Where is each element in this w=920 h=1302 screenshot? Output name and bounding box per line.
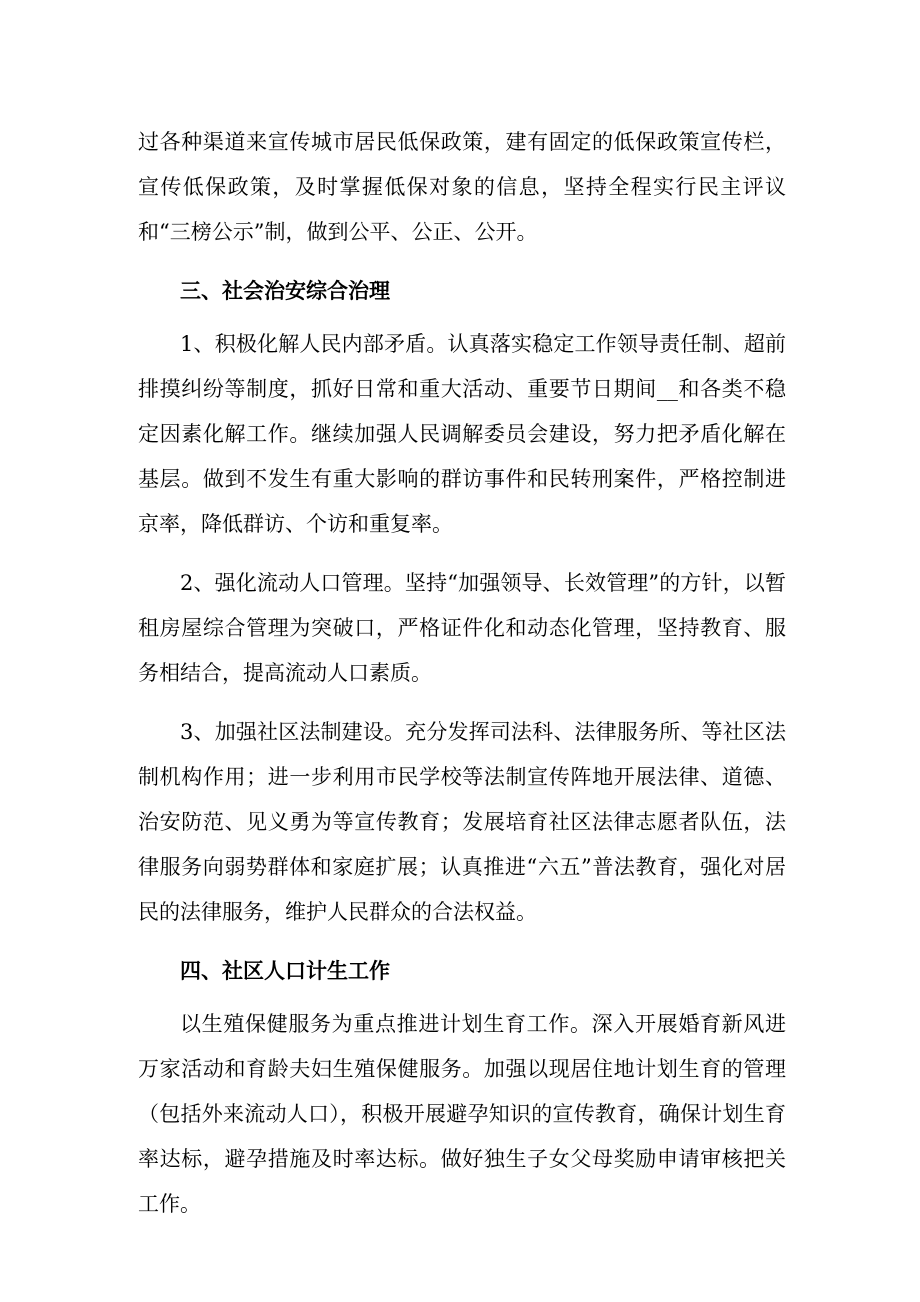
paragraph-low-income-publicity: 过各种渠道来宣传城市居民低保政策，建有固定的低保政策宣传栏，宣传低保政策，及时掌握低保对象的信息，坚持全程实行民主评议和“三榜公示”制，做到公平、公正、公开。	[138, 130, 786, 244]
paragraph-reproductive-health: 以生殖保健服务为重点推进计划生育工作。深入开展婚育新风进万家活动和育龄夫妇生殖保健服务。加强以现居住地计划生育的管理（包括外来流动人口），积极开展避孕知识的宣传教育，确保计划生育率达标，避孕措施及时率达标。做好独生子女父母奖励申请审核把关工作。	[138, 1012, 786, 1216]
paragraph-legal-construction: 3、加强社区法制建设。充分发挥司法科、法律服务所、等社区法制机构作用；进一步利用市民学校等法制宣传阵地开展法律、道德、治安防范、见义勇为等宣传教育；发展培育社区法律志愿者队伍，法律服务向弱势群体和家庭扩展；认真推进“六五”普法教育，强化对居民的法律服务，维护人民群众的合法权益。	[138, 720, 786, 924]
section-heading-family-planning: 四、社区人口计生工作	[180, 959, 390, 983]
paragraph-resolve-conflicts: 1、积极化解人民内部矛盾。认真落实稳定工作领导责任制、超前排摸纠纷等制度，抓好日常和重大活动、重要节日期间__和各类不稳定因素化解工作。继续加强人民调解委员会建设，努力把矛盾化解在基层。做到不发生有重大影响的群访事件和民转刑案件，严格控制进京率，降低群访、个访和重复率。	[138, 332, 786, 536]
paragraph-floating-population: 2、强化流动人口管理。坚持“加强领导、长效管理”的方针，以暂租房屋综合管理为突破口，严格证件化和动态化管理，坚持教育、服务相结合，提高流动人口素质。	[138, 571, 786, 685]
document-body	[138, 120, 786, 1227]
section-heading-public-security: 三、社会治安综合治理	[180, 279, 390, 303]
